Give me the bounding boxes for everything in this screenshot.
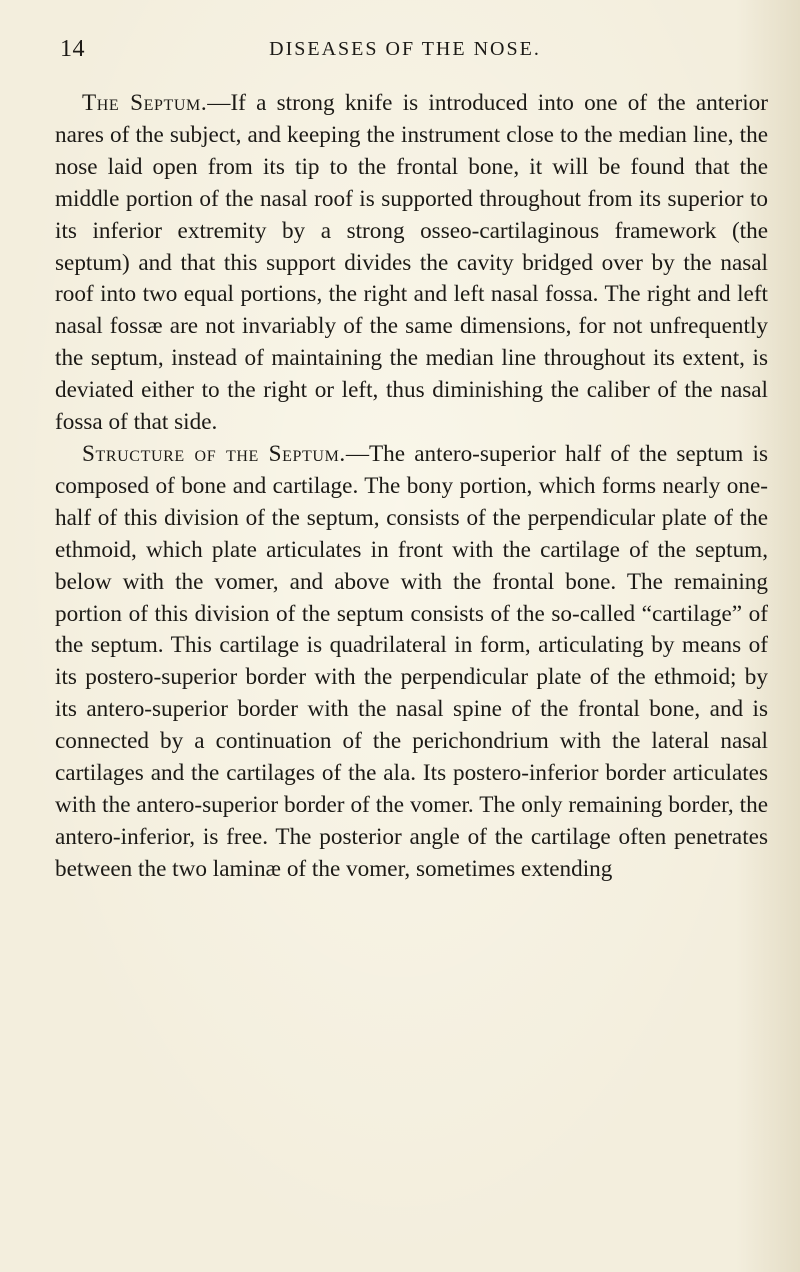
paragraph-structure-of-septum (55, 439, 768, 886)
page-number: 14 (60, 36, 85, 62)
section-heading: Structure of the Septum. (82, 440, 346, 467)
body-text (55, 88, 768, 886)
paragraph-text: —If a strong knife is introduced into one of the anterior nares of the subject, and keeping the instrument close to the median line, the nose laid open from its tip to the frontal bone, it will be found that the middle portion of the nasal roof is supported throughout from its superior to its inferior extremity by a strong osseo-cartilaginous framework (the septum) and that this support divides the cavity bridged over by the nasal roof into two equal portions, the right and left nasal fossa. The right and left nasal fossæ are not invariably of the same dimensions, for not unfrequently the septum, instead of maintaining the median line throughout its extent, is deviated either to the right or left, thus diminishing the caliber of the nasal fossa of that side. (55, 90, 769, 436)
paragraph-septum (55, 88, 768, 439)
page-header (60, 36, 750, 66)
running-head: DISEASES OF THE NOSE. (269, 38, 541, 60)
section-heading: The Septum. (82, 90, 208, 116)
paragraph-text: —The antero-superior half of the septum is composed of bone and cartilage. The bony portion, which forms nearly one-half of this division of the septum, consists of the perpendicular plate of the ethmoid, which plate articulates in front with the cartilage of the septum, below with the vomer, and above with the frontal bone. The remaining portion of this division of the septum consists of the so-called “cartilage” of the septum. This cartilage is quadrilateral in form, articulating by means of its postero-superior border with the perpendicular plate of the ethmoid; by its antero-superior border with the nasal spine of the frontal bone, and is connected by a continuation of the perichondrium with the lateral nasal cartilages and the cartilages of the ala. Its postero-inferior border articulates with the antero-superior border of the vomer. The only remaining border, the antero-inferior, is free. The posterior angle of the cartilage often penetrates between the two laminæ of the vomer, sometimes extending (55, 440, 769, 882)
